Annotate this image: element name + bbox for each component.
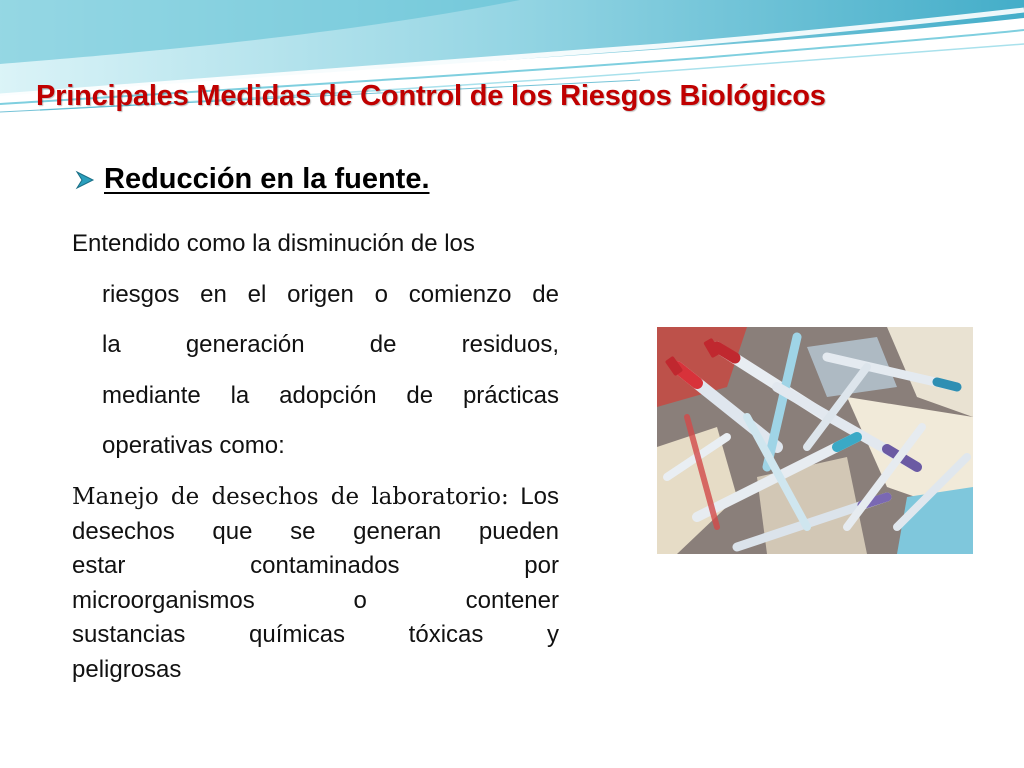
paragraph-line: riesgos en el origen o comienzo de xyxy=(102,280,559,308)
paragraph-line: operativas como: xyxy=(102,432,285,459)
lab-waste-line: desechos que se generan pueden xyxy=(72,517,559,545)
lab-waste-line: sustancias químicas tóxicas y xyxy=(72,621,559,648)
paragraph-line: mediante la adopción de prácticas xyxy=(102,381,559,409)
paragraph-line: Entendido como la disminución de los xyxy=(72,230,475,257)
paragraph-line: la generación de residuos, xyxy=(102,331,559,358)
bullet-heading xyxy=(74,163,430,196)
description-paragraph xyxy=(72,219,559,472)
lab-waste-label: Manejo de desechos de laboratorio: xyxy=(72,484,509,510)
lab-waste-paragraph xyxy=(72,480,559,687)
lab-waste-line: microorganismos o contener xyxy=(72,586,559,614)
lab-waste-line xyxy=(72,480,559,515)
lab-waste-line: peligrosas xyxy=(72,655,182,683)
lab-waste-line: estar contaminados por xyxy=(72,552,559,579)
arrow-bullet-icon xyxy=(74,169,96,191)
medical-waste-syringes-photo xyxy=(657,327,973,554)
slide-title: Principales Medidas de Control de los Riesgos Biológicos xyxy=(36,80,826,112)
lab-waste-text: Los xyxy=(520,483,560,510)
bullet-heading-text: Reducción en la fuente. xyxy=(104,163,430,195)
